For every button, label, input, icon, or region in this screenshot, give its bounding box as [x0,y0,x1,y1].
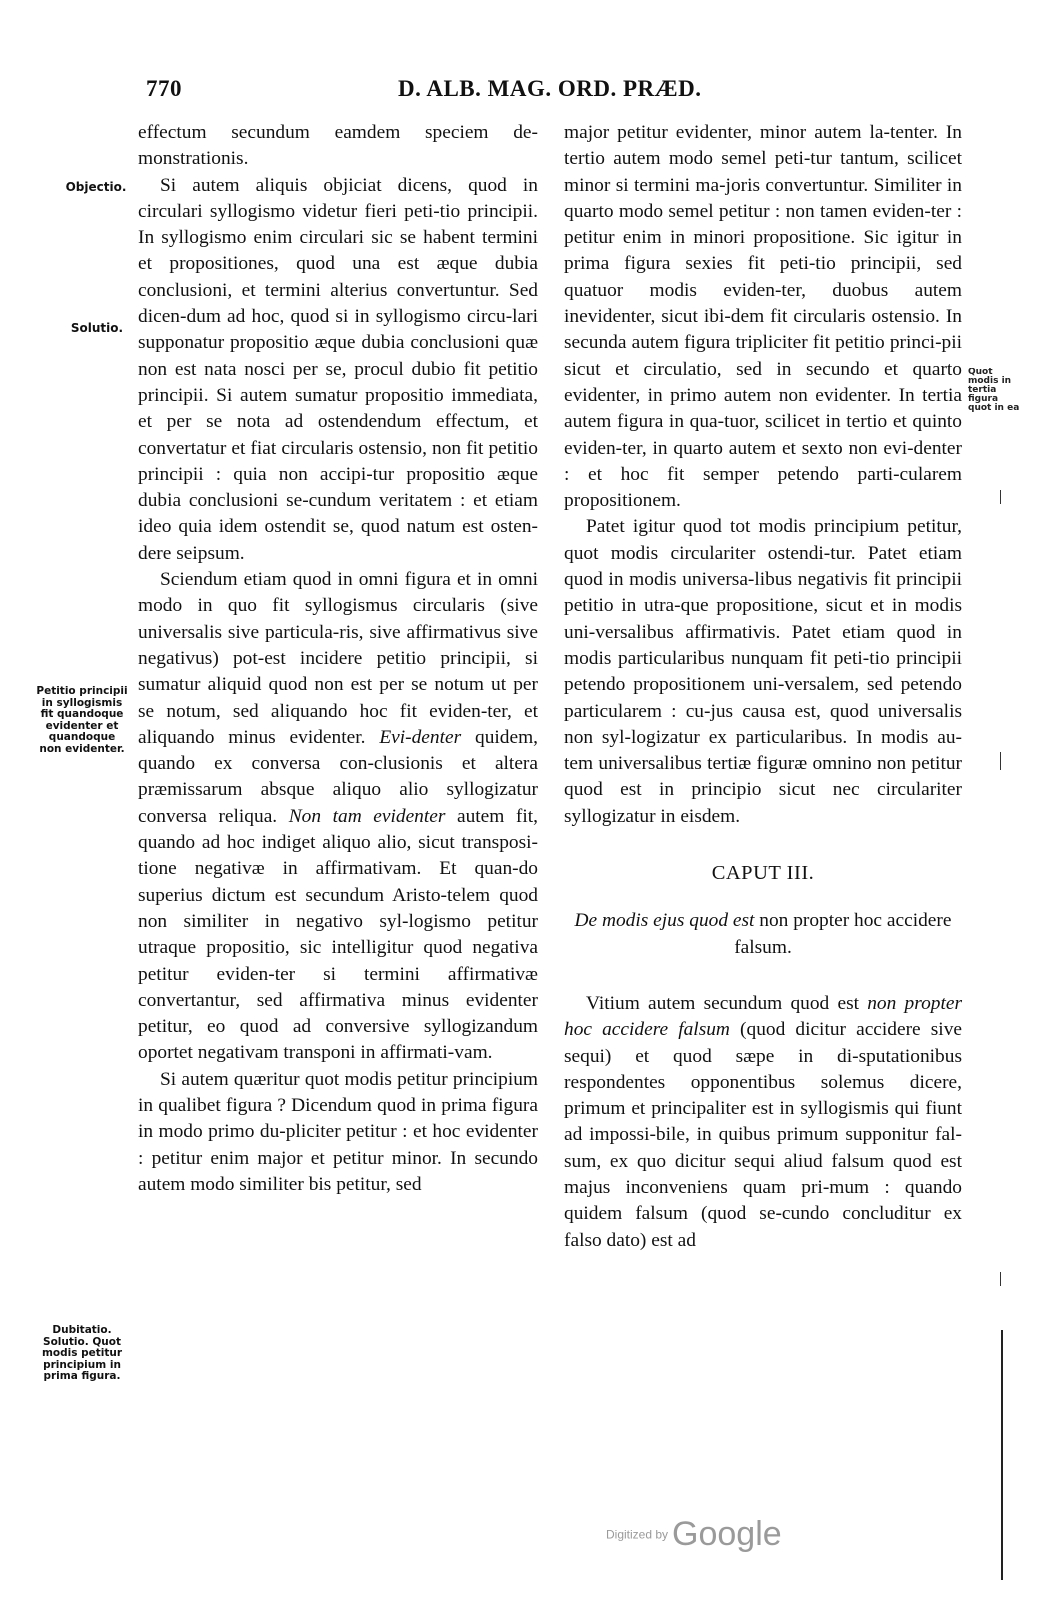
page-number: 770 [146,76,182,101]
paragraph: major petitur evidenter, minor autem la-tenter. In tertio autem modo semel peti-tur tantum, scilicet minor si termini ma-joris convertuntur. Similiter in quarto modo semel petitur : non tamen eviden-ter : petitur enim in minori propositione. Sic igitur in prima figura sexies fit peti-tio principii, sed quatuor modis eviden-ter, duobus autem inevidenter, sicut ibi-dem fit circularis ostensio. In secunda autem figura tripliciter fit petitio princi-pii sicut et circulatio, sed in secundo et quarto evidenter, in primo autem non evidenter. In tertia autem figura in qua-tuor, scilicet in tertio et quinto eviden-ter, in quarto autem et sexto non evi-denter : et hoc fit semper petendo parti-cularem propositionem. [564,122,962,512]
italic-term: non propter hoc accidere falsum [564,992,962,1041]
margin-note-solutio: Solutio. [70,321,124,335]
margin-note-dubitatio: Dubitatio. Solutio. Quot modis petitur principium in prima figura. [41,1324,123,1382]
paragraph: Vitium autem secundum quod est non propter hoc accidere falsum (quod dicitur accidere sive sequi) et quod sæpe in di-sputationibus respondentes opponentibus solemus dicere, primum et principaliter est in syllogismis qui fiunt ad impossi-bile, in quibus primum supponitur fal-sum, ex quo dicitur sequi aliud falsum quod est majus inconveniens quam pri-mum : quando quidem falsum (quod se-cundo concluditur ex falso dato) est ad [564,992,962,1251]
digitized-watermark: Digitized by Google [606,1515,782,1553]
chapter-subtitle: De modis ejus quod est non propter hoc accidere falsum. [574,910,952,958]
margin-note-petitio: Petitio principii in syllogismis fit quandoque evidenter et quandoque non evidenter. [36,685,128,755]
margin-note-objectio: Objectio. [65,180,127,194]
chapter-heading: CAPUT III. [711,862,815,885]
scan-mark [1000,1272,1001,1286]
paragraph: Si autem quæritur quot modis petitur principium in qualibet figura ? Dicendum quod in prima figura in modo primo du-pliciter petitur : et hoc evidenter : petitur enim major et petitur minor. In secundo autem modo similiter bis petitur, sed [138,1068,538,1195]
italic-term: Non tam evidenter [288,805,446,827]
left-column [138,120,538,1198]
scan-mark [1000,752,1001,770]
right-column [564,120,962,1254]
paragraph: Patet igitur quod tot modis principium petitur, quot modis circulariter ostendi-tur. Patet etiam quod in modis universa-libus negativis fit principii petitio in utra-que propositione, sicut et in modis uni-versalibus affirmativis. Patet etiam quod in modis particularibus nunquam fit peti-tio principii petendo propositionem uni-versalem, sed petendo particularem : cu-jus causa est, quod universalis non syl-logizatur ex particularibus. In modis au-tem universalibus tertiæ figuræ omnino non petitur quod est in principio sicut nec circulariter syllogizatur in eisdem. [564,516,962,827]
paragraph: Sciendum etiam quod in omni figura et in omni modo in quo fit syllogismus circularis (sive universalis sive particula-ris, sive affirmativus sive negativus) pot-est incidere petitio principii, si sumatur aliquid quod non est per se notum ut per se notum, sed aliquando hoc fit eviden-ter, et aliquando minus evidenter. Evi-denter quidem, quando ex conversa con-clusionis et altera præmissarum absque aliquo alio syllogizatur conversa reliqua. Non tam evidenter autem fit, quando ad hoc indiget aliquo alio, sicut transposi-tione negativæ in affirmativam. Et quan-do superius dictum est secundum Aristo-telem quod non similiter in negativo syl-logismo petitur utraque propositio, sic intelligitur quod negativa petitur eviden-ter si termini affirmativæ convertantur, sed affirmativa minus evidenter petitur, eo quod ad conversive syllogizandum oportet negativam transponi in affirmati-vam. [138,569,539,1064]
scan-mark [1000,490,1001,504]
paragraph: Si autem aliquis objiciat dicens, quod in circulari syllogismo videtur fieri peti-tio principii. In syllogismo enim circulari sic se habent termini et propositiones, quod una est æque dubia conclusioni, et termini alterius convertuntur. Sed dicen-dum ad hoc, quod si in syllogismo circu-lari supponatur propositio æque dubia conclusioni quæ non est nata nosci per se, procul dubio fit petitio principii. Si autem sumatur propositio immediata, et per se nota ad ostendendum effectum, et convertatur et fiat circularis ostensio, non fit petitio principii : quia non accipi-tur propositio æque dubia conclusioni se-cundum veritatem : et etiam ideo quia idem ostendit se, quod natum est osten-dere seipsum. [138,174,538,564]
google-logo: Google [672,1515,782,1553]
running-title: D. ALB. MAG. ORD. PRÆD. [398,76,702,101]
scan-edge-line [1001,1330,1003,1580]
running-header [146,76,966,106]
italic-term: Evi-denter [379,726,462,748]
paragraph: effectum secundum eamdem speciem de-monstrationis. [138,122,538,170]
margin-note-right: Quot modis in tertia figura quot in ea [968,368,1020,413]
